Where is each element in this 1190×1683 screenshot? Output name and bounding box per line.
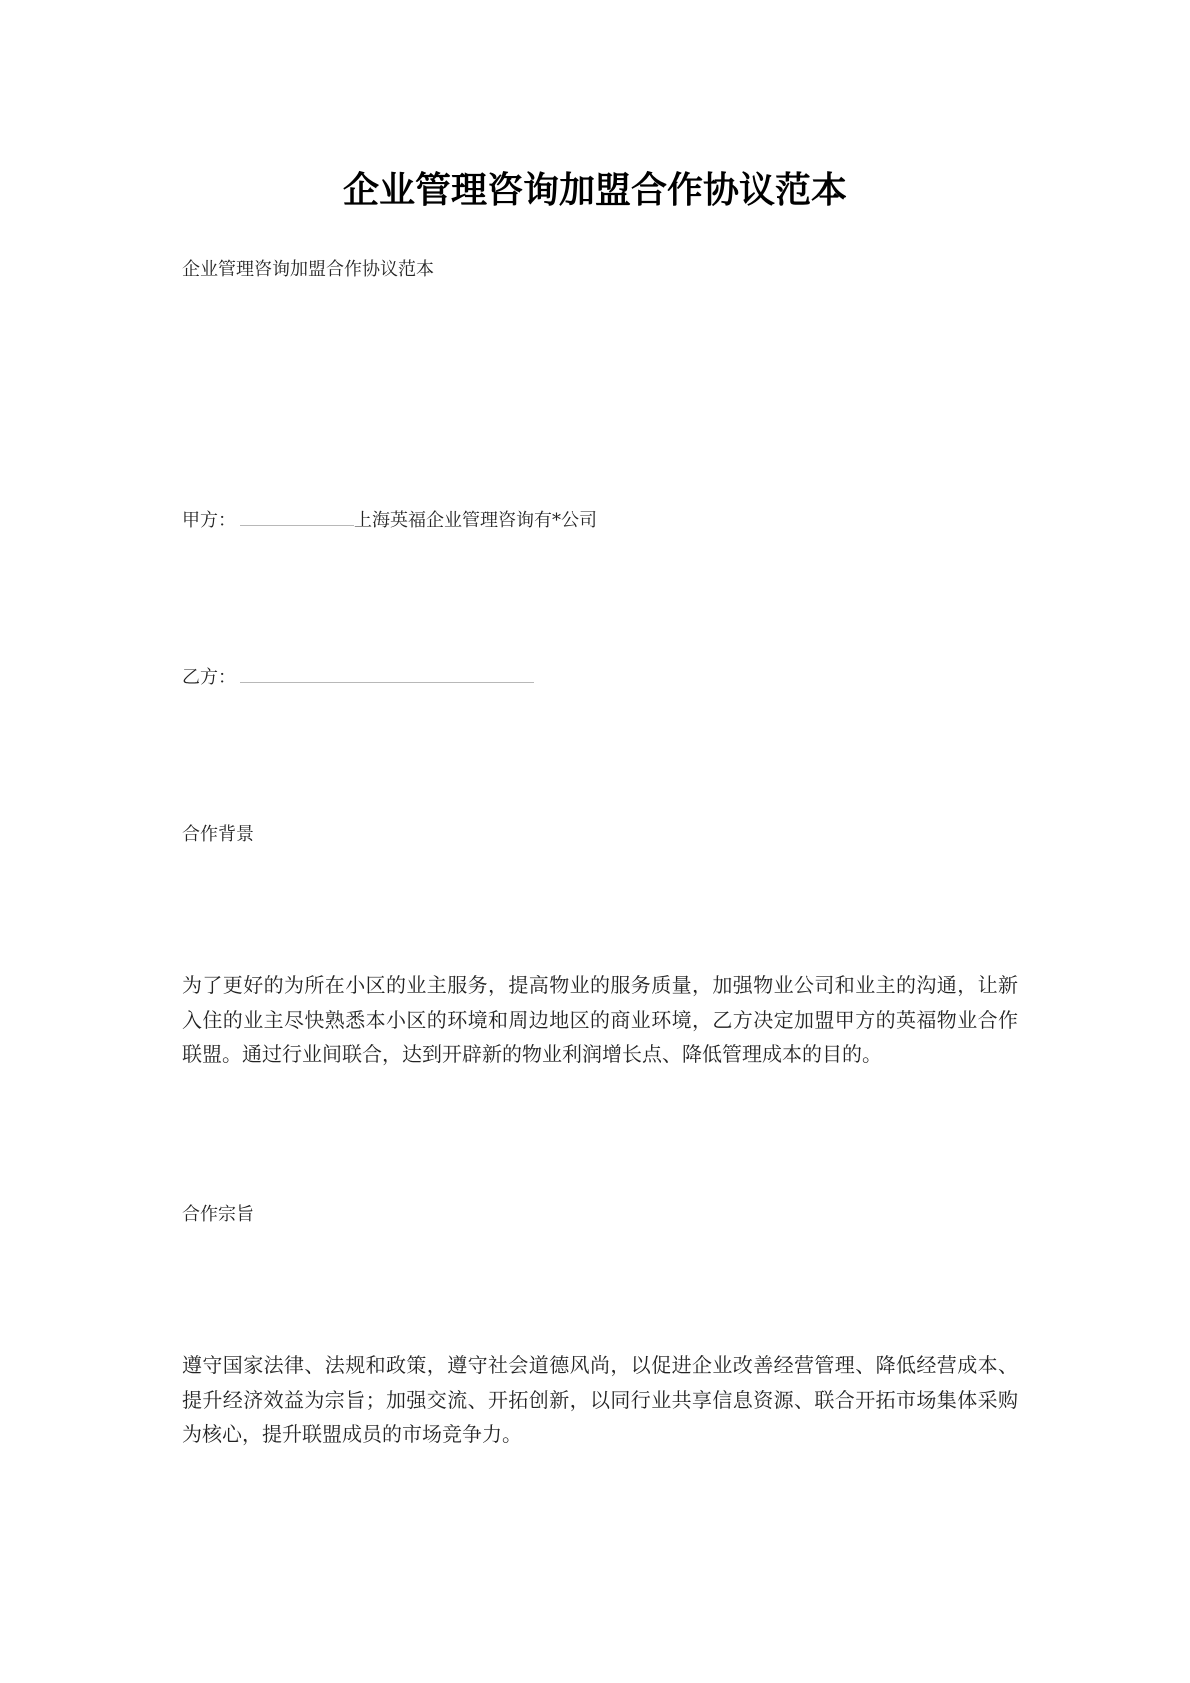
party-b-line [182, 664, 534, 690]
party-a-line [182, 507, 597, 533]
party-a-value: 上海英福企业管理咨询有*公司 [354, 510, 597, 531]
section-heading-background: 合作背景 [182, 824, 254, 845]
party-b-blank-underline [240, 664, 534, 683]
party-b-label: 乙方： [182, 667, 236, 688]
document-title: 企业管理咨询加盟合作协议范本 [342, 169, 847, 211]
document-subtitle: 企业管理咨询加盟合作协议范本 [182, 259, 434, 280]
section-heading-purpose: 合作宗旨 [182, 1204, 254, 1225]
section-body-purpose: 遵守国家法律、法规和政策，遵守社会道德风尚，以促进企业改善经营管理、降低经营成本、提升经济效益为宗旨；加强交流、开拓创新，以同行业共享信息资源、联合开拓市场集体采购为核心，提升联盟成员的市场竞争力。 [182, 1353, 1018, 1446]
section-body-background: 为了更好的为所在小区的业主服务，提高物业的服务质量，加强物业公司和业主的沟通，让新入住的业主尽快熟悉本小区的环境和周边地区的商业环境，乙方决定加盟甲方的英福物业合作联盟。通过行业间联合，达到开辟新的物业利润增长点、降低管理成本的目的。 [182, 973, 1018, 1066]
party-a-blank-underline [240, 507, 354, 526]
party-a-label: 甲方： [182, 510, 236, 531]
